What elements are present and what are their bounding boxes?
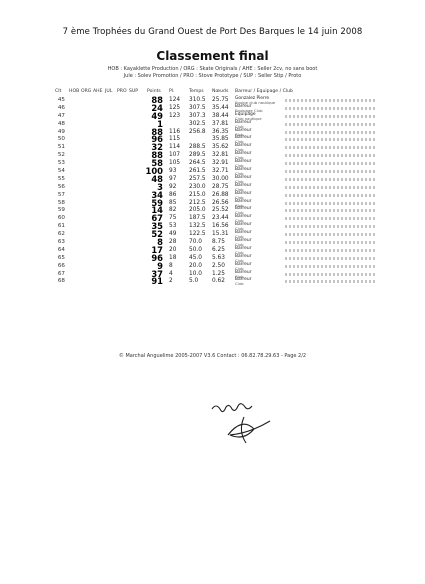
crew-name-cell: Barreur [235,127,252,133]
header-time: Temps [189,89,204,94]
table-row [55,168,395,176]
header-points: Points [147,89,161,94]
table-row [55,215,395,223]
table-row [55,260,395,271]
scan-noise [285,115,375,118]
rank-cell: 50 [57,136,65,143]
header-place: Pl. [169,89,175,94]
crew-name-cell: Barreur [235,135,252,141]
club-cell: Club [235,123,244,129]
rank-cell: 59 [57,207,65,214]
scan-noise [285,202,375,205]
rank-cell: 62 [57,231,65,238]
crew-name-cell: Barreur [235,119,252,125]
club-cell: Club [235,234,244,240]
crew-name-cell: Barreur [235,206,252,212]
club-cell: Club [235,226,244,232]
header-jul: JUL [105,89,113,94]
rank-cell: 67 [57,270,65,277]
rank-cell: 58 [57,199,65,206]
scan-noise [285,241,375,244]
points-cell: 34 [151,189,163,200]
scan-noise [285,225,375,228]
rank-cell: 63 [57,239,65,246]
club-cell: Club [235,194,244,200]
club-cell: Club [235,155,244,161]
knots-cell: 6.25 [212,246,225,253]
time-cell: 288.5 [189,144,206,151]
points-cell: 1 [157,118,163,129]
table-row [55,207,395,215]
club-cell: Equipe club nautique [235,100,276,105]
club-cell: Club [235,178,244,184]
crew-name-cell: Barreur [235,198,252,204]
scan-noise [285,265,375,268]
knots-cell: 2.50 [212,262,225,269]
points-cell: 35 [151,221,163,232]
rank-cell: 55 [57,175,65,182]
points-cell: 58 [151,158,163,169]
points-cell: 91 [151,276,163,287]
knots-cell: 15.31 [212,231,229,238]
club-cell: Club [235,186,244,192]
time-cell: 212.5 [189,199,206,206]
club-cell: Club [235,273,244,279]
club-cell: Club [235,147,244,153]
knots-cell: 35.44 [212,104,229,111]
time-cell: 307.3 [189,112,206,119]
rank-cell: 60 [57,215,65,222]
scan-noise [285,280,375,283]
time-cell: 10.0 [189,270,202,277]
header-hob: HOB [69,89,80,94]
time-cell: 256.8 [189,128,206,135]
knots-cell: 36.35 [212,128,229,135]
points-cell: 100 [145,166,163,177]
time-cell: 187.5 [189,215,206,222]
place-cell: 115 [169,136,181,143]
crew-name-cell: Barreur [235,214,252,220]
knots-cell: 26.56 [212,199,229,206]
knots-cell: 37.81 [212,120,229,127]
knots-cell: 38.44 [212,112,229,119]
crew-name-cell: Barreur [235,222,252,228]
document-footer: © Marchal Anguelime 2005-2007 V3.6 Contact : 06.82.78.29.63 - Page 2/2 [118,353,307,359]
table-row [55,197,395,208]
crew-name-cell: Barreur [235,143,252,149]
scan-noise [285,107,375,110]
table-row [55,110,395,121]
rank-cell: 47 [57,112,65,119]
time-cell: 122.5 [189,231,206,238]
header-crew: Barreur / Equipage / Club [235,89,293,94]
time-cell: 310.5 [189,97,206,103]
scan-noise [285,162,375,165]
header-sup: SUP [129,89,139,94]
rank-cell: 65 [57,254,65,261]
table-row [55,189,395,200]
place-cell: 93 [169,168,177,175]
knots-cell: 8.75 [212,239,225,246]
place-cell: 124 [169,97,181,103]
scan-noise [285,131,375,134]
crew-name-cell: Barreur [235,190,252,196]
crew-name-cell: Barreur [235,103,252,109]
points-cell: 88 [151,126,163,137]
knots-cell: 23.44 [212,215,229,222]
club-cell: Equipage Club [235,107,263,113]
scan-noise [285,99,375,102]
points-cell: 24 [151,102,163,113]
place-cell: 116 [169,128,181,135]
club-cell: Club [235,249,244,255]
time-cell: 132.5 [189,223,206,230]
knots-cell: 26.88 [212,191,229,198]
header-rank: Clt [55,89,62,94]
table-row [55,97,395,105]
points-cell: 67 [151,213,163,224]
scan-noise [285,273,375,276]
time-cell: 5.0 [189,278,199,285]
knots-cell: 0.62 [212,278,225,285]
place-cell: 8 [169,262,173,269]
club-cell: Club [235,257,244,263]
header-knots: Nœuds [212,89,229,94]
time-cell: 230.0 [189,183,206,190]
time-cell: 264.5 [189,160,206,167]
club-cell: Club [235,218,244,224]
place-cell: 86 [169,191,177,198]
scan-noise [285,217,375,220]
time-cell: 261.5 [189,168,206,175]
scan-noise [285,178,375,181]
time-cell: 215.0 [189,191,206,198]
rank-cell: 61 [57,223,65,230]
club-cell: Club [235,131,244,137]
club-cell: Club [235,139,244,145]
time-cell: 205.0 [189,207,206,214]
rank-cell: 54 [57,168,65,175]
crew-name-cell: Barreur [235,261,252,267]
place-cell: 107 [169,152,181,159]
table-row [55,278,395,286]
points-cell: 3 [157,181,163,192]
table-row [55,173,395,184]
scan-noise [285,154,375,157]
crew-name-cell: Barreur [235,167,252,173]
knots-cell: 16.56 [212,223,229,230]
rank-cell: 64 [57,246,65,253]
scan-noise [285,146,375,149]
knots-cell: 32.81 [212,152,229,159]
scan-noise [285,170,375,173]
place-cell: 28 [169,239,177,246]
rank-cell: 46 [57,104,65,111]
crew-name-cell: Barreur [235,230,252,236]
knots-cell: 35.62 [212,144,229,151]
place-cell: 123 [169,112,181,119]
place-cell: 125 [169,104,181,111]
knots-cell: 32.71 [212,168,229,175]
crew-name-cell: Barreur [235,159,252,165]
table-row [55,252,395,263]
crew-name-cell: Barreur [235,151,252,157]
crew-name-cell: Barreur [235,253,252,259]
table-row [55,268,395,279]
club-cell: Club [235,265,244,271]
rank-cell: 53 [57,160,65,167]
place-cell: 53 [169,223,177,230]
points-cell: 32 [151,142,163,153]
crew-name-cell: Barreur [235,277,252,283]
knots-cell: 32.91 [212,160,229,167]
crew-name-cell: Barreur [235,269,252,275]
scan-noise [285,209,375,212]
place-cell: 114 [169,144,181,151]
points-cell: 9 [157,260,163,271]
knots-cell: 1.25 [212,270,225,277]
scan-noise [285,249,375,252]
rank-cell: 45 [57,97,65,103]
scan-noise [285,233,375,236]
club-cell: Club [235,242,244,248]
header-pro: PRO [117,89,127,94]
place-cell: 75 [169,215,177,222]
rank-cell: 48 [57,120,65,127]
place-cell: 82 [169,207,177,214]
place-cell: 105 [169,160,181,167]
table-row [55,126,395,137]
document-subtitle: Classement final [156,49,269,63]
scan-noise [285,186,375,189]
document-title: 7 ème Trophées du Grand Ouest de Port Des Barques le 14 juin 2008 [62,27,363,37]
crew-name-cell: Barreur [235,245,252,251]
place-cell: 18 [169,254,177,261]
points-cell: 96 [151,134,163,145]
place-cell: 92 [169,183,177,190]
points-cell: 88 [151,150,163,161]
time-cell: 20.0 [189,262,202,269]
points-cell: 59 [151,197,163,208]
table-row [55,244,395,255]
club-cell: Club [235,210,244,216]
place-cell: 20 [169,246,177,253]
club-cell: Club [235,171,244,177]
scan-noise [285,194,375,197]
results-header [55,89,395,97]
rank-cell: 56 [57,183,65,190]
points-cell: 37 [151,268,163,279]
scan-noise [285,138,375,141]
results-table [55,97,395,286]
club-cell: Club [235,163,244,169]
points-cell: 49 [151,110,163,121]
crew-name-cell: Barreur [235,174,252,180]
place-cell: 85 [169,199,177,206]
time-cell: 307.5 [189,104,206,111]
table-row [55,152,395,160]
knots-cell: 28.75 [212,183,229,190]
points-cell: 52 [151,229,163,240]
knots-cell: 25.75 [212,97,229,103]
rank-cell: 68 [57,278,65,285]
knots-cell: 35.85 [212,136,229,143]
table-row [55,231,395,239]
points-cell: 88 [151,95,163,105]
table-row [55,160,395,168]
table-row [55,223,395,231]
time-cell: 45.0 [189,254,202,261]
points-cell: 48 [151,173,163,184]
points-cell: 96 [151,252,163,263]
table-row [55,239,395,247]
points-cell: 17 [151,244,163,255]
knots-cell: 25.52 [212,207,229,214]
knots-cell: 5.63 [212,254,225,261]
handwritten-signature [200,395,290,455]
scan-noise [285,257,375,260]
time-cell: 50.0 [189,246,202,253]
legend-line-1: HOB : Kayaklette Production / ORG : Skate Originals / AHE : Seller 2cv, no sans boot [107,66,318,72]
time-cell: 257.5 [189,175,206,182]
rank-cell: 52 [57,152,65,159]
crew-name-cell: Gonzalez Pierre [235,96,270,101]
club-cell: Club nautique [235,115,262,121]
table-row [55,181,395,192]
crew-name-cell: Barreur [235,238,252,244]
club-cell: Club [235,281,244,287]
time-cell: 70.0 [189,239,202,246]
points-cell: 14 [151,205,163,216]
legend-line-2: Jule : Solev Promotion / PRO : Stove Prototype / SUP : Seller Stip / Proto [123,73,302,79]
place-cell: 2 [169,278,173,285]
scan-noise [285,123,375,126]
header-org: ORG [81,89,92,94]
crew-name-cell: Equipage [235,111,256,117]
club-cell: Club [235,202,244,208]
rank-cell: 57 [57,191,65,198]
time-cell: 302.5 [189,120,206,127]
rank-cell: 49 [57,128,65,135]
place-cell: 97 [169,175,177,182]
place-cell: 49 [169,231,177,238]
knots-cell: 30.00 [212,175,229,182]
rank-cell: 66 [57,262,65,269]
rank-cell: 51 [57,144,65,151]
crew-name-cell: Barreur [235,182,252,188]
time-cell: 289.5 [189,152,206,159]
header-ahe: AHE [93,89,103,94]
table-row [55,136,395,144]
place-cell: 4 [169,270,173,277]
points-cell: 8 [157,237,163,248]
table-row [55,144,395,152]
